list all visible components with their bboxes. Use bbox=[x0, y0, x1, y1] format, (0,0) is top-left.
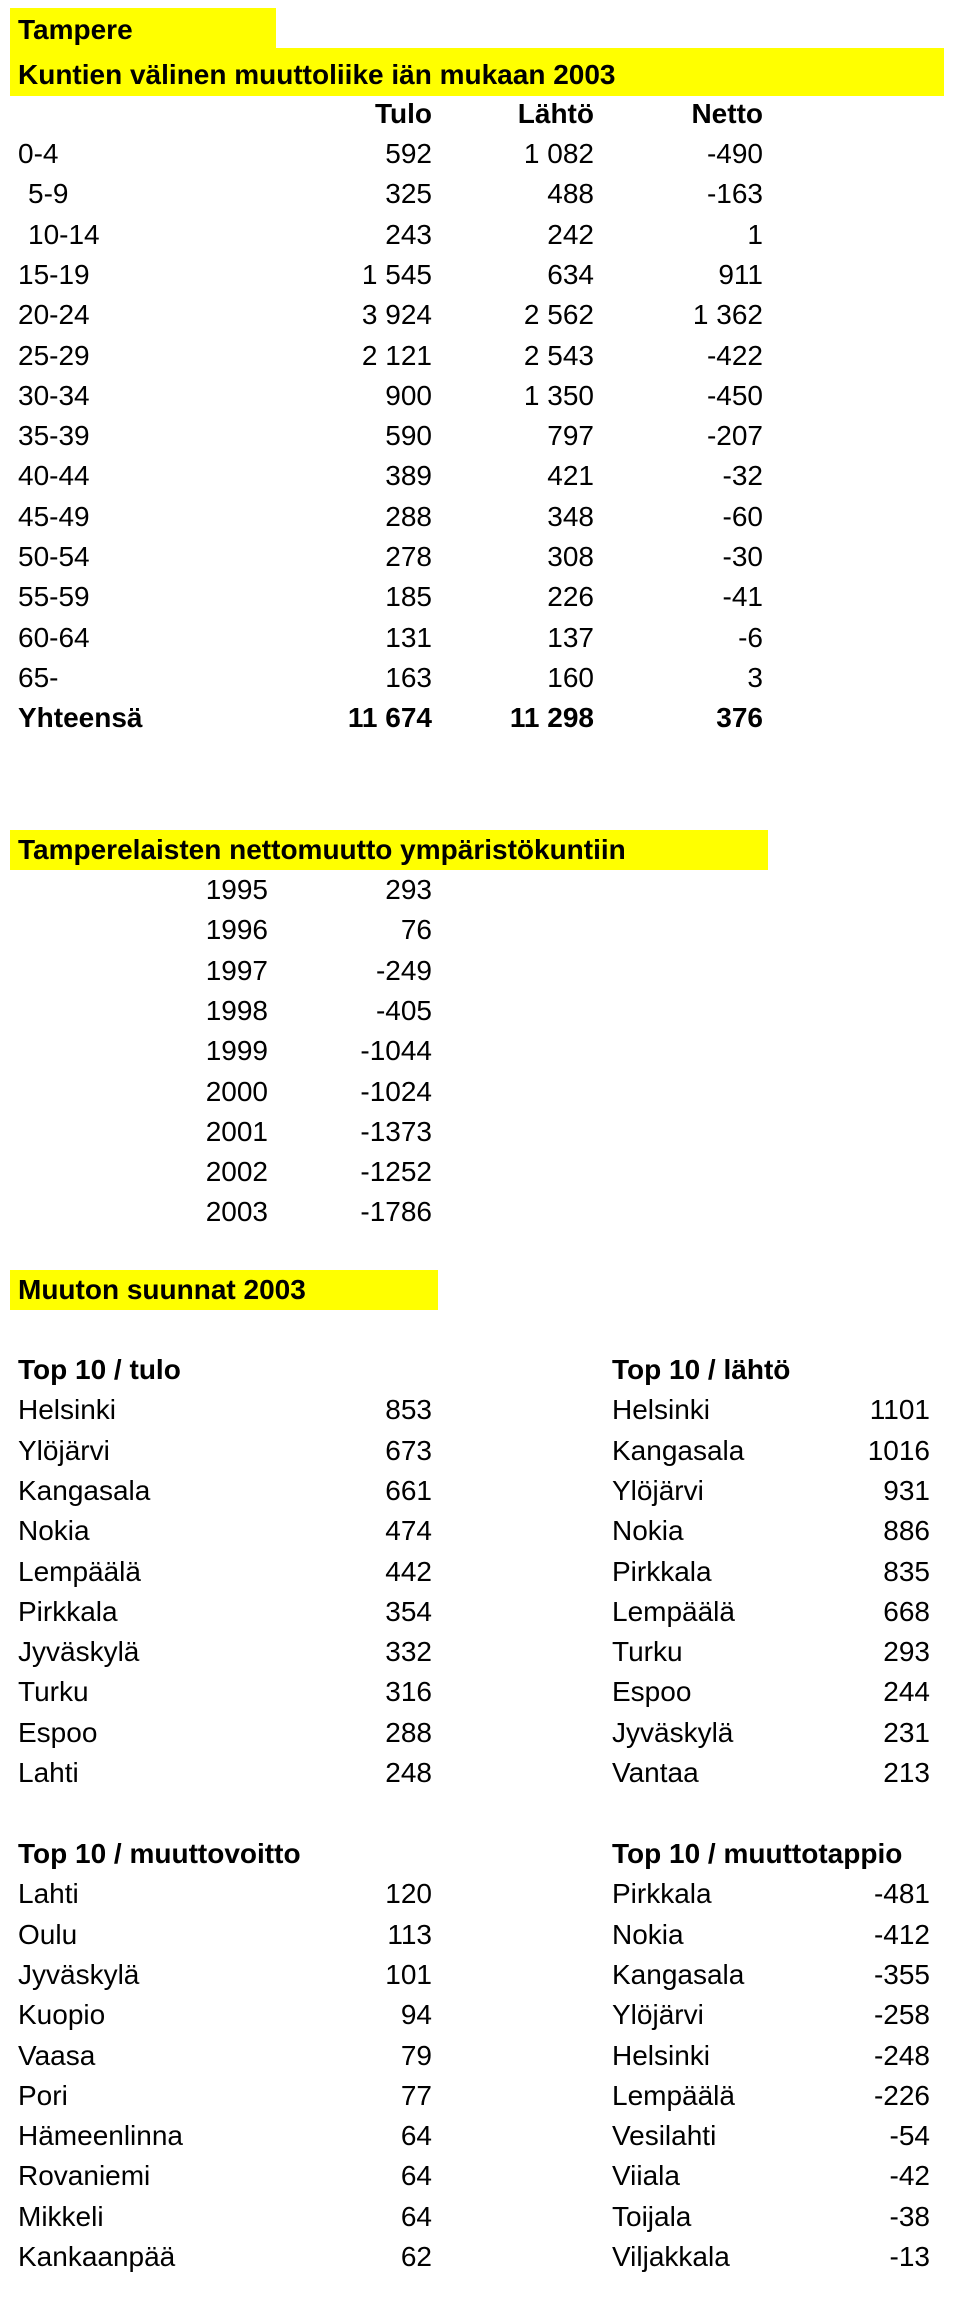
municipality-value: -42 bbox=[889, 2160, 930, 2192]
municipality-value: 120 bbox=[385, 1878, 432, 1910]
municipality-name: Espoo bbox=[612, 1676, 692, 1708]
lahto-cell: 2 543 bbox=[523, 339, 594, 371]
tulo-cell: 288 bbox=[385, 500, 432, 532]
age-group-cell: 40-44 bbox=[18, 460, 90, 492]
year-cell: 1999 bbox=[205, 1035, 268, 1067]
age-group-cell: 60-64 bbox=[18, 621, 90, 653]
age-group-cell: 55-59 bbox=[18, 581, 90, 613]
netto-cell: 911 bbox=[718, 258, 763, 290]
municipality-value: 288 bbox=[385, 1716, 432, 1748]
municipality-name: Lahti bbox=[18, 1757, 79, 1788]
municipality-name: Jyväskylä bbox=[612, 1716, 734, 1748]
netto-cell: -6 bbox=[738, 621, 763, 653]
municipality-value: 62 bbox=[400, 2241, 432, 2272]
municipality-name: Turku bbox=[18, 1676, 89, 1708]
year-cell: 2002 bbox=[205, 1156, 268, 1188]
municipality-name: Helsinki bbox=[612, 2039, 711, 2071]
list-title: Top 10 / muuttotappio bbox=[612, 1838, 903, 1869]
total-tulo: 11 674 bbox=[347, 702, 432, 734]
total-netto: 376 bbox=[716, 702, 763, 734]
municipality-value: 835 bbox=[883, 1555, 930, 1587]
netto-cell: -422 bbox=[706, 339, 763, 371]
municipality-value: 1101 bbox=[869, 1394, 930, 1426]
tulo-cell: 2 121 bbox=[361, 339, 432, 371]
municipality-name: Oulu bbox=[18, 1918, 78, 1950]
year-cell: 2001 bbox=[205, 1115, 268, 1147]
total-label: Yhteensä bbox=[18, 702, 143, 734]
net-value-cell: -1252 bbox=[360, 1156, 432, 1188]
net-value-cell: 293 bbox=[385, 874, 432, 905]
year-cell: 2000 bbox=[205, 1075, 268, 1107]
tulo-cell: 131 bbox=[385, 621, 432, 653]
tulo-cell: 185 bbox=[385, 581, 432, 613]
municipality-value: 79 bbox=[400, 2039, 432, 2071]
tulo-cell: 3 924 bbox=[361, 299, 432, 331]
net-value-cell: -405 bbox=[375, 994, 432, 1026]
lahto-cell: 242 bbox=[547, 218, 594, 250]
year-cell: 1996 bbox=[205, 914, 268, 946]
lahto-cell: 348 bbox=[547, 500, 594, 532]
municipality-name: Toijala bbox=[612, 2200, 692, 2232]
net-value-cell: -1024 bbox=[360, 1075, 432, 1107]
municipality-value: -38 bbox=[889, 2200, 930, 2232]
municipality-value: 442 bbox=[385, 1555, 432, 1587]
net-value-cell: 76 bbox=[400, 914, 432, 946]
netto-cell: 3 bbox=[747, 661, 763, 693]
netto-cell: -163 bbox=[706, 178, 763, 210]
municipality-name: Pirkkala bbox=[18, 1595, 118, 1627]
tulo-cell: 900 bbox=[385, 379, 432, 411]
net-value-cell: -1373 bbox=[360, 1115, 432, 1147]
column-header: Lähtö bbox=[517, 97, 594, 129]
municipality-name: Lempäälä bbox=[612, 1595, 735, 1627]
municipality-name: Pirkkala bbox=[612, 1878, 712, 1910]
lahto-cell: 160 bbox=[547, 661, 594, 693]
municipality-name: Vaasa bbox=[18, 2039, 96, 2071]
municipality-value: 853 bbox=[385, 1394, 432, 1426]
municipality-value: 1016 bbox=[867, 1434, 930, 1466]
age-group-cell: 10-14 bbox=[28, 218, 100, 250]
municipality-value: 474 bbox=[385, 1515, 432, 1547]
municipality-name: Kankaanpää bbox=[18, 2241, 176, 2272]
net-migration-title: Tamperelaisten nettomuutto ympäristökuntiin bbox=[18, 834, 626, 865]
tulo-cell: 278 bbox=[385, 541, 432, 572]
municipality-name: Lempäälä bbox=[612, 2079, 735, 2111]
age-group-cell: 45-49 bbox=[18, 500, 90, 532]
municipality-name: Ylöjärvi bbox=[612, 1474, 704, 1506]
netto-cell: -30 bbox=[722, 541, 763, 572]
municipality-value: 113 bbox=[387, 1918, 432, 1950]
municipality-value: 886 bbox=[883, 1515, 930, 1547]
municipality-name: Ylöjärvi bbox=[612, 1999, 704, 2031]
age-group-cell: 25-29 bbox=[18, 339, 90, 371]
netto-cell: -490 bbox=[706, 138, 763, 169]
municipality-name: Ylöjärvi bbox=[18, 1434, 110, 1466]
municipality-value: 213 bbox=[883, 1757, 930, 1788]
municipality-value: 248 bbox=[385, 1757, 432, 1788]
column-header: Tulo bbox=[374, 97, 432, 129]
lahto-cell: 308 bbox=[547, 541, 594, 572]
municipality-value: 77 bbox=[400, 2079, 432, 2111]
municipality-value: 661 bbox=[385, 1474, 432, 1506]
lahto-cell: 137 bbox=[547, 621, 594, 653]
total-lahto: 11 298 bbox=[509, 702, 594, 734]
year-cell: 1997 bbox=[205, 954, 268, 986]
municipality-name: Viljakkala bbox=[612, 2241, 730, 2272]
municipality-name: Vantaa bbox=[612, 1757, 699, 1788]
municipality-value: 931 bbox=[883, 1474, 930, 1506]
municipality-name: Espoo bbox=[18, 1716, 98, 1748]
net-value-cell: -1786 bbox=[360, 1196, 432, 1228]
municipality-value: -226 bbox=[873, 2079, 930, 2111]
lahto-cell: 797 bbox=[547, 420, 594, 452]
lahto-cell: 226 bbox=[547, 581, 594, 613]
municipality-value: -54 bbox=[889, 2120, 930, 2152]
lahto-cell: 634 bbox=[547, 258, 594, 290]
tulo-cell: 389 bbox=[385, 460, 432, 492]
list-title: Top 10 / muuttovoitto bbox=[18, 1838, 301, 1869]
page-title: Kuntien välinen muuttoliike iän mukaan 2003 bbox=[18, 59, 616, 90]
municipality-name: Lahti bbox=[18, 1878, 79, 1910]
age-group-cell: 50-54 bbox=[18, 541, 90, 572]
age-group-cell: 20-24 bbox=[18, 299, 90, 331]
municipality-value: 64 bbox=[400, 2160, 432, 2192]
municipality-name: Kangasala bbox=[612, 1958, 745, 1990]
net-value-cell: -1044 bbox=[360, 1035, 432, 1067]
municipality-name: Mikkeli bbox=[18, 2200, 104, 2232]
municipality-value: -13 bbox=[889, 2241, 930, 2272]
municipality-value: 94 bbox=[400, 1999, 432, 2031]
tulo-cell: 592 bbox=[385, 138, 432, 169]
age-group-cell: 30-34 bbox=[18, 379, 90, 411]
lahto-cell: 1 082 bbox=[523, 138, 594, 169]
municipality-value: 316 bbox=[385, 1676, 432, 1708]
age-group-cell: 35-39 bbox=[18, 420, 90, 452]
municipality-name: Kangasala bbox=[612, 1434, 745, 1466]
municipality-value: 64 bbox=[400, 2200, 432, 2232]
netto-cell: -60 bbox=[722, 500, 763, 532]
municipality-name: Jyväskylä bbox=[18, 1958, 140, 1990]
netto-cell: 1 bbox=[747, 218, 763, 250]
tulo-cell: 163 bbox=[385, 661, 432, 693]
tulo-cell: 325 bbox=[385, 178, 432, 210]
netto-cell: 1 362 bbox=[692, 299, 763, 331]
age-group-cell: 65- bbox=[18, 661, 59, 693]
municipality-value: 354 bbox=[385, 1595, 432, 1627]
municipality-name: Pori bbox=[18, 2079, 68, 2111]
municipality-value: -355 bbox=[873, 1958, 930, 1990]
tulo-cell: 590 bbox=[385, 420, 432, 452]
municipality-name: Helsinki bbox=[612, 1394, 711, 1426]
municipality-name: Hämeenlinna bbox=[18, 2120, 183, 2152]
municipality-value: 64 bbox=[400, 2120, 432, 2152]
municipality-name: Rovaniemi bbox=[18, 2160, 151, 2192]
municipality-value: 244 bbox=[883, 1676, 930, 1708]
netto-cell: -207 bbox=[706, 420, 763, 452]
year-cell: 1998 bbox=[205, 994, 268, 1026]
netto-cell: -450 bbox=[706, 379, 763, 411]
municipality-name: Lempäälä bbox=[18, 1555, 141, 1587]
year-cell: 2003 bbox=[205, 1196, 268, 1228]
tulo-cell: 243 bbox=[385, 218, 432, 250]
municipality-name: Viiala bbox=[612, 2160, 680, 2192]
municipality-name: Pirkkala bbox=[612, 1555, 712, 1587]
municipality-name: Nokia bbox=[612, 1918, 684, 1950]
netto-cell: -41 bbox=[722, 581, 763, 613]
municipality-value: -412 bbox=[873, 1918, 930, 1950]
municipality-name: Kuopio bbox=[18, 1999, 106, 2031]
municipality-name: Kangasala bbox=[18, 1474, 151, 1506]
net-value-cell: -249 bbox=[375, 954, 432, 986]
municipality-name: Turku bbox=[612, 1636, 683, 1668]
age-group-cell: 5-9 bbox=[28, 178, 69, 210]
column-header: Netto bbox=[691, 97, 763, 129]
lahto-cell: 488 bbox=[547, 178, 594, 210]
municipality-name: Jyväskylä bbox=[18, 1636, 140, 1668]
municipality-value: 293 bbox=[883, 1636, 930, 1668]
city-title: Tampere bbox=[18, 14, 133, 45]
municipality-value: -248 bbox=[873, 2039, 930, 2071]
municipality-value: 673 bbox=[385, 1434, 432, 1466]
municipality-name: Helsinki bbox=[18, 1394, 117, 1426]
municipality-value: 231 bbox=[883, 1716, 930, 1748]
municipality-value: 332 bbox=[385, 1636, 432, 1668]
directions-title: Muuton suunnat 2003 bbox=[18, 1274, 306, 1305]
tulo-cell: 1 545 bbox=[361, 258, 432, 290]
lahto-cell: 2 562 bbox=[523, 299, 594, 331]
municipality-name: Vesilahti bbox=[612, 2120, 717, 2152]
netto-cell: -32 bbox=[722, 460, 763, 492]
municipality-value: 668 bbox=[883, 1595, 930, 1627]
lahto-cell: 421 bbox=[547, 460, 594, 492]
municipality-value: 101 bbox=[385, 1958, 432, 1990]
municipality-value: -481 bbox=[873, 1878, 930, 1910]
list-title: Top 10 / lähtö bbox=[612, 1354, 791, 1385]
list-title: Top 10 / tulo bbox=[18, 1354, 181, 1385]
municipality-value: -258 bbox=[873, 1999, 930, 2031]
lahto-cell: 1 350 bbox=[523, 379, 594, 411]
age-group-cell: 15-19 bbox=[18, 258, 90, 290]
municipality-name: Nokia bbox=[612, 1515, 684, 1547]
year-cell: 1995 bbox=[205, 874, 268, 905]
municipality-name: Nokia bbox=[18, 1515, 90, 1547]
age-group-cell: 0-4 bbox=[18, 138, 59, 169]
